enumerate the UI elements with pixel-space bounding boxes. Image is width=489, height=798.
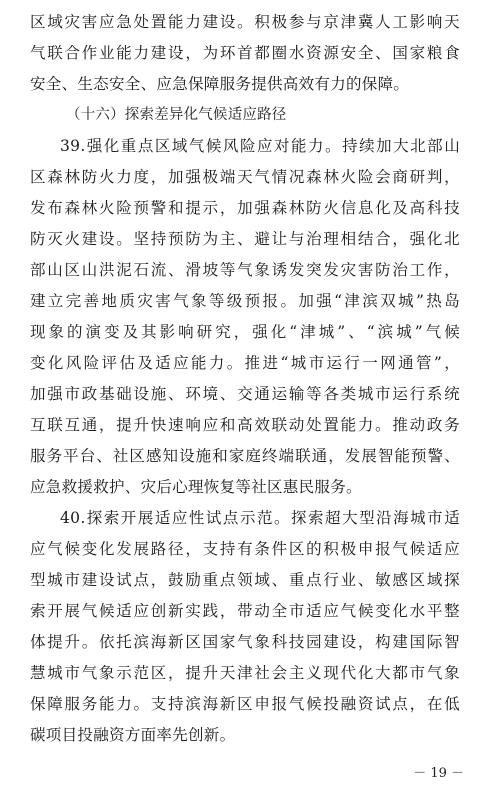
paragraph-line: 39.强化重点区域气候风险应对能力。持续加大北部山 xyxy=(60,137,460,155)
paragraph-line: 发布森林火险预警和提示，加强森林防火信息化及高科技 xyxy=(30,199,460,217)
paragraph-line: 加强市政基础设施、环境、交通运输等各类城市运行系统 xyxy=(30,385,460,403)
paragraph-line: 区森林防火力度，加强极端天气情况森林火险会商研判， xyxy=(30,168,460,186)
paragraph-line: 型城市建设试点，鼓励重点领域、重点行业、敏感区域探 xyxy=(30,571,460,589)
paragraph-line: 应气候变化发展路径，支持有条件区的积极申报气候适应 xyxy=(30,540,460,558)
paragraph-line: 体提升。依托滨海新区国家气象科技园建设，构建国际智 xyxy=(30,633,460,651)
paragraph-line: 部山区山洪泥石流、滑坡等气象诱发突发灾害防治工作， xyxy=(30,261,460,279)
paragraph-line: 碳项目投融资方面率先创新。 xyxy=(30,726,236,744)
paragraph-line: 气联合作业能力建设，为环首都圈水资源安全、国家粮食 xyxy=(30,44,460,62)
page-number: － 19 － xyxy=(413,766,464,781)
paragraph-line: 安全、生态安全、应急保障服务提供高效有力的保障。 xyxy=(30,75,410,93)
paragraph-line: 防灭火建设。坚持预防为主、避让与治理相结合，强化北 xyxy=(30,230,460,248)
paragraph-line: 变化风险评估及适应能力。推进“城市运行一网通管”， xyxy=(30,354,460,372)
paragraph-line: 保障服务能力。支持滨海新区申报气候投融资试点，在低 xyxy=(30,695,460,713)
paragraph-line: 慧城市气象示范区，提升天津社会主义现代化大都市气象 xyxy=(30,664,460,682)
paragraph-line: 建立完善地质灾害气象等级预报。加强“津滨双城”热岛 xyxy=(30,292,460,310)
paragraph-line: 应急救援救护、灾后心理恢复等社区惠民服务。 xyxy=(30,478,362,496)
section-heading: （十六）探索差异化气候适应路径 xyxy=(66,107,287,123)
paragraph-line: 服务平台、社区感知设施和家庭终端联通，发展智能预警、 xyxy=(30,447,460,465)
paragraph-line: 互联互通，提升快速响应和高效联动处置能力。推动政务 xyxy=(30,416,460,434)
paragraph-line: 40.探索开展适应性试点示范。探索超大型沿海城市适 xyxy=(60,509,460,527)
paragraph-line: 索开展气候适应创新实践，带动全市适应气候变化水平整 xyxy=(30,602,460,620)
paragraph-line: 区域灾害应急处置能力建设。积极参与京津冀人工影响天 xyxy=(30,13,460,31)
paragraph-line: 现象的演变及其影响研究，强化“津城”、“滨城”气候 xyxy=(30,323,460,341)
